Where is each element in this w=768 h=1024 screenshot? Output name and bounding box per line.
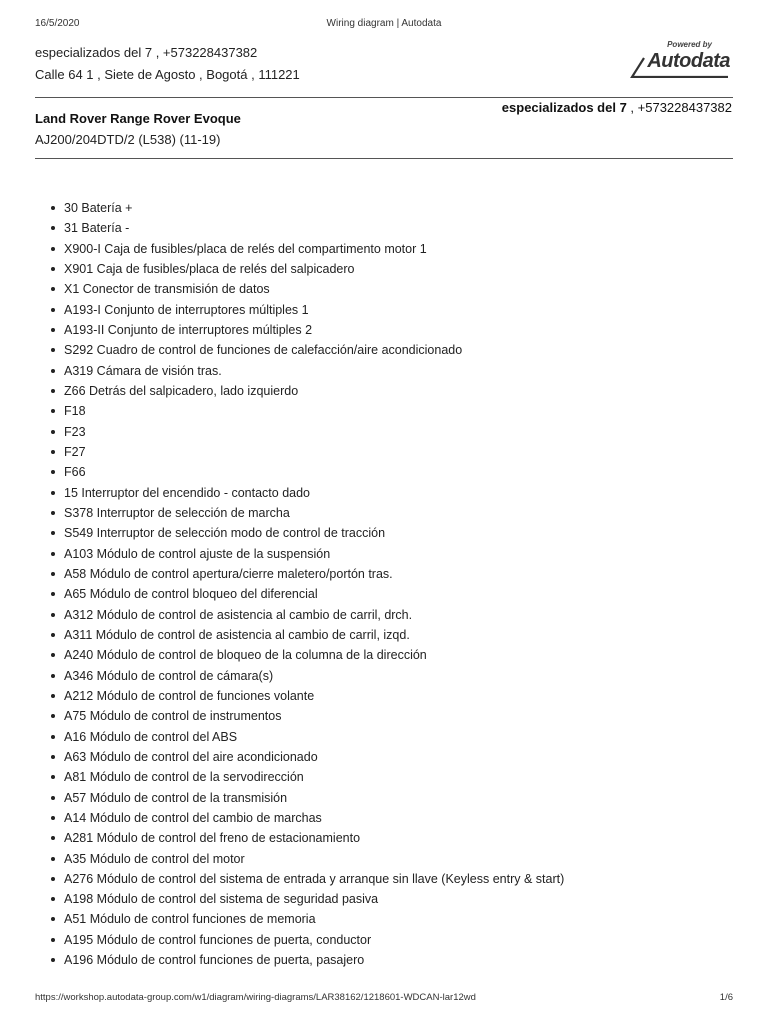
component-list-item: A75 Módulo de control de instrumentos <box>64 706 564 726</box>
component-list <box>64 198 564 970</box>
component-list-item: A312 Módulo de control de asistencia al cambio de carril, drch. <box>64 605 564 625</box>
contact-right <box>502 99 732 117</box>
component-list-item: X1 Conector de transmisión de datos <box>64 279 564 299</box>
print-date: 16/5/2020 <box>35 18 80 29</box>
component-list-item: A57 Módulo de control de la transmisión <box>64 788 564 808</box>
company-name: especializados del 7 , +573228437382 <box>35 45 258 60</box>
vehicle-info <box>35 108 241 150</box>
component-list-item: F23 <box>64 422 564 442</box>
section-divider <box>35 158 733 159</box>
component-list-item: A65 Módulo de control bloqueo del diferencial <box>64 584 564 604</box>
component-list-item: A198 Módulo de control del sistema de seguridad pasiva <box>64 889 564 909</box>
component-list-item: A63 Módulo de control del aire acondicionado <box>64 747 564 767</box>
component-list-item: A193-II Conjunto de interruptores múltiples 2 <box>64 320 564 340</box>
component-list-item: X901 Caja de fusibles/placa de relés del salpicadero <box>64 259 564 279</box>
print-header <box>35 18 733 32</box>
vehicle-model: Land Rover Range Rover Evoque <box>35 111 241 126</box>
print-url: https://workshop.autodata-group.com/w1/diagram/wiring-diagrams/LAR38162/1218601-WDCAN-lar12wd <box>35 992 476 1003</box>
component-list-item: 15 Interruptor del encendido - contacto dado <box>64 483 564 503</box>
component-list-item: X900-I Caja de fusibles/placa de relés del compartimento motor 1 <box>64 239 564 259</box>
component-list-item: F18 <box>64 401 564 421</box>
component-list-item: 30 Batería + <box>64 198 564 218</box>
component-list-item: A195 Módulo de control funciones de puerta, conductor <box>64 930 564 950</box>
component-list-item: A51 Módulo de control funciones de memoria <box>64 909 564 929</box>
component-list-item: A346 Módulo de control de cámara(s) <box>64 666 564 686</box>
component-list-item: A281 Módulo de control del freno de estacionamiento <box>64 828 564 848</box>
component-list-item: A81 Módulo de control de la servodirección <box>64 767 564 787</box>
company-info <box>35 42 300 86</box>
component-list-item: S378 Interruptor de selección de marcha <box>64 503 564 523</box>
component-list-item: Z66 Detrás del salpicadero, lado izquierdo <box>64 381 564 401</box>
component-list-item: A35 Módulo de control del motor <box>64 849 564 869</box>
print-title: Wiring diagram | Autodata <box>326 18 442 29</box>
component-list-item: A103 Módulo de control ajuste de la suspensión <box>64 544 564 564</box>
header-divider <box>35 97 733 98</box>
autodata-logo <box>628 40 732 80</box>
component-list-item: A14 Módulo de control del cambio de marchas <box>64 808 564 828</box>
component-list-item: A58 Módulo de control apertura/cierre maletero/portón tras. <box>64 564 564 584</box>
logo-brand: Autodata <box>647 50 730 72</box>
component-list-item: F27 <box>64 442 564 462</box>
component-list-item: F66 <box>64 462 564 482</box>
component-list-item: A196 Módulo de control funciones de puerta, pasajero <box>64 950 564 970</box>
vehicle-engine: AJ200/204DTD/2 (L538) (11-19) <box>35 132 221 147</box>
component-list-item: A212 Módulo de control de funciones volante <box>64 686 564 706</box>
component-list-item: A193-I Conjunto de interruptores múltiples 1 <box>64 300 564 320</box>
contact-name: especializados del 7 <box>501 100 627 115</box>
component-list-item: A311 Módulo de control de asistencia al cambio de carril, izqd. <box>64 625 564 645</box>
logo-powered-by: Powered by <box>667 40 712 49</box>
company-address: Calle 64 1 , Siete de Agosto , Bogotá , 111221 <box>35 67 300 82</box>
component-list-item: A240 Módulo de control de bloqueo de la columna de la dirección <box>64 645 564 665</box>
component-list-item: 31 Batería - <box>64 218 564 238</box>
component-list-item: S292 Cuadro de control de funciones de calefacción/aire acondicionado <box>64 340 564 360</box>
component-list-item: A276 Módulo de control del sistema de entrada y arranque sin llave (Keyless entry & start) <box>64 869 564 889</box>
contact-phone: , +573228437382 <box>626 100 732 115</box>
page-number: 1/6 <box>719 992 733 1003</box>
component-list-item: A16 Módulo de control del ABS <box>64 727 564 747</box>
component-list-item: S549 Interruptor de selección modo de control de tracción <box>64 523 564 543</box>
component-list-item: A319 Cámara de visión tras. <box>64 361 564 381</box>
